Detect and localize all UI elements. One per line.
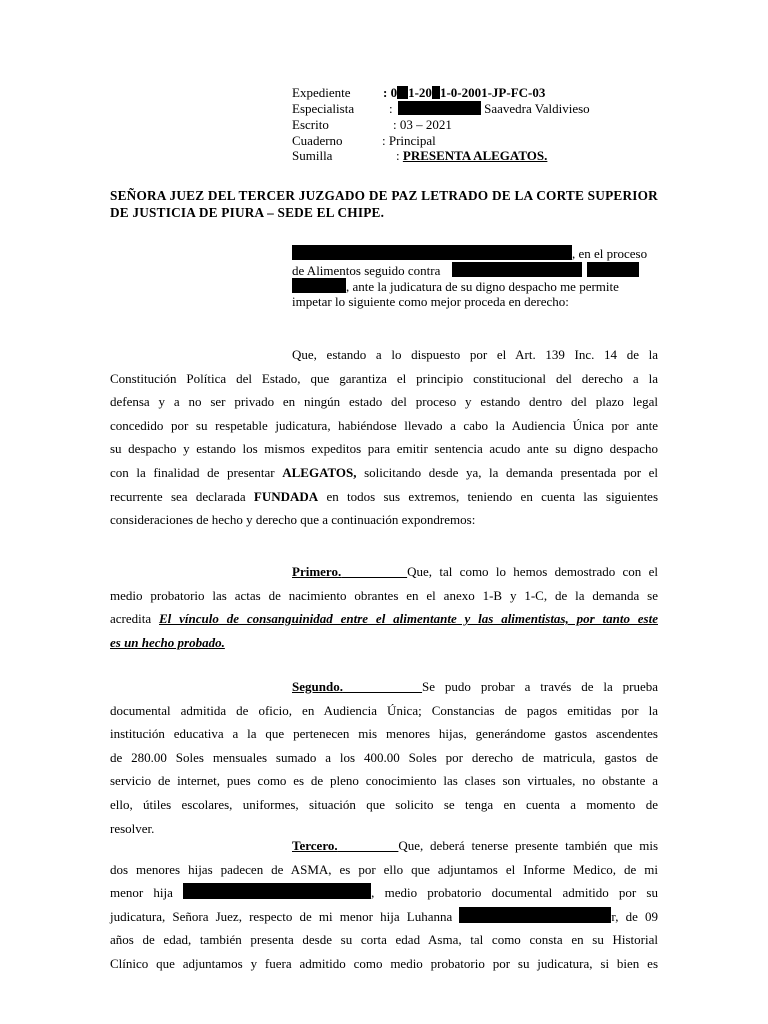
paragraph-text: resolver. bbox=[110, 820, 155, 836]
emphasis-vinculo: El vínculo de consanguinidad entre el alimentante y las alimentistas, por tanto este bbox=[159, 611, 659, 627]
expediente-value-c: 1-0-2001-JP-FC-03 bbox=[439, 85, 546, 100]
intro-line-2 bbox=[292, 262, 639, 279]
paragraph-text: en todos sus extremos, teniendo en cuenta las siguientes bbox=[326, 488, 659, 504]
redaction-box bbox=[459, 907, 611, 923]
primero-heading: Primero. bbox=[292, 564, 342, 579]
redaction-box bbox=[183, 883, 371, 899]
paragraph-text: años de edad, también presenta desde su corta edad Asma, tal como consta en su Historial bbox=[110, 932, 658, 948]
especialista-value: Saavedra Valdivieso bbox=[484, 101, 590, 116]
primero-section bbox=[110, 560, 658, 654]
paragraph-text: r, de 09 bbox=[611, 908, 658, 924]
emphasis-hecho-probado: es un hecho probado. bbox=[110, 634, 225, 650]
paragraph-text: dos menores hijas padecen de ASMA, es por ello que adjuntamos el Informe Medico, de mi bbox=[110, 861, 658, 877]
paragraph-text: recurrente sea declarada bbox=[110, 488, 246, 504]
paragraph-text: documental admitida de oficio, en Audiencia Única; Constancias de pagos emitidas por la bbox=[110, 702, 658, 718]
paragraph-text: defensa y a no ser privado en ningún estado del proceso y estando dentro del plazo legal bbox=[110, 394, 658, 410]
paragraph-text: judicatura, Señora Juez, respecto de mi menor hija Luhanna bbox=[110, 908, 453, 924]
document-title: SEÑORA JUEZ DEL TERCER JUZGADO DE PAZ LETRADO DE LA CORTE SUPERIOR DE JUSTICIA DE PIURA – SEDE EL CHIPE. bbox=[110, 188, 658, 220]
intro-line-3 bbox=[292, 278, 619, 295]
paragraph-text: de 280.00 Soles mensuales sumado a los 400.00 Soles por derecho de matricula, gastos de bbox=[110, 749, 658, 765]
cuaderno-label: Cuaderno bbox=[292, 133, 343, 148]
tercero-section bbox=[110, 834, 658, 976]
redaction-box bbox=[292, 278, 346, 293]
redaction-box bbox=[452, 262, 582, 277]
paragraph-text: concedido por su respetable judicatura, habiéndose llevado a cabo la Audiencia Única por ante bbox=[110, 417, 658, 433]
header-sumilla bbox=[292, 148, 548, 164]
intro-line-1 bbox=[292, 245, 647, 262]
paragraph-text: Constitución Política del Estado, que garantiza el principio constitucional del derecho a la bbox=[110, 370, 658, 386]
escrito-value: : 03 – 2021 bbox=[393, 117, 452, 132]
paragraph-text: consideraciones de hecho y derecho que a continuación expondremos: bbox=[110, 512, 476, 528]
redaction-box bbox=[292, 245, 572, 260]
paragraph-text: institución educativa a la que pertenecen mis menores hijas, generándome gastos ascendentes bbox=[110, 726, 658, 742]
header-expediente bbox=[292, 85, 546, 101]
header-especialista bbox=[292, 101, 590, 117]
expediente-value-b: 1-20 bbox=[408, 85, 432, 100]
paragraph-text: Que, deberá tenerse presente también que mis bbox=[398, 838, 658, 853]
paragraph-text: con la finalidad de presentar bbox=[110, 464, 275, 480]
paragraph-text: Que, tal como lo hemos demostrado con el bbox=[407, 564, 659, 579]
paragraph-text: medio probatorio las actas de nacimiento obrantes en el anexo 1-B y 1-C, de la demanda se bbox=[110, 587, 658, 603]
paragraph-text: acredita bbox=[110, 611, 152, 627]
intro-text: de Alimentos seguido contra bbox=[292, 263, 441, 278]
especialista-prefix: : bbox=[389, 101, 393, 116]
paragraph-text: solicitando desde ya, la demanda presentada por el bbox=[364, 464, 659, 480]
especialista-label: Especialista bbox=[292, 101, 355, 116]
intro-text: , ante la judicatura de su digno despacho me permite bbox=[346, 279, 619, 294]
main-paragraph bbox=[110, 343, 658, 532]
tercero-heading: Tercero. bbox=[292, 838, 338, 853]
redaction-box bbox=[398, 101, 481, 115]
paragraph-text: Que, estando a lo dispuesto por el Art. 139 Inc. 14 de la bbox=[292, 347, 658, 362]
paragraph-text: Se pudo probar a través de la prueba bbox=[422, 679, 659, 694]
expediente-label: Expediente bbox=[292, 85, 351, 100]
expediente-value-a: : 0 bbox=[383, 85, 398, 100]
segundo-section bbox=[110, 675, 658, 840]
redaction-box bbox=[432, 86, 440, 99]
paragraph-text: menor hija bbox=[110, 885, 173, 901]
emphasis-fundada: FUNDADA bbox=[253, 488, 319, 504]
intro-text: impetar lo siguiente como mejor proceda en derecho: bbox=[292, 294, 569, 309]
paragraph-text: su despacho y estando los mismos expeditos para emitir sentencia acudo ante su digno despacho bbox=[110, 441, 658, 457]
sumilla-prefix: : bbox=[396, 148, 400, 163]
intro-line-4 bbox=[292, 294, 569, 310]
sumilla-label: Sumilla bbox=[292, 148, 333, 163]
cuaderno-value: : Principal bbox=[382, 133, 436, 148]
intro-text: , en el proceso bbox=[572, 246, 648, 261]
segundo-heading: Segundo. bbox=[292, 679, 343, 694]
header-cuaderno bbox=[292, 133, 436, 149]
sumilla-value: PRESENTA ALEGATOS. bbox=[402, 148, 548, 163]
paragraph-text: servicio de internet, pues como es de pleno conocimiento las clases son virtuales, no obstante a bbox=[110, 773, 658, 789]
header-escrito bbox=[292, 117, 452, 133]
redaction-box bbox=[397, 86, 408, 99]
emphasis-alegatos: ALEGATOS, bbox=[282, 464, 357, 480]
paragraph-text: ello, útiles escolares, uniformes, situación que solicito se tenga en cuenta a momento de bbox=[110, 796, 658, 812]
redaction-box bbox=[587, 262, 639, 277]
paragraph-text: Clínico que adjuntamos y fuera admitido como medio probatorio por su judicatura, si bien es bbox=[110, 955, 658, 971]
paragraph-text: , medio probatorio documental admitido por su bbox=[371, 885, 658, 901]
escrito-label: Escrito bbox=[292, 117, 329, 132]
